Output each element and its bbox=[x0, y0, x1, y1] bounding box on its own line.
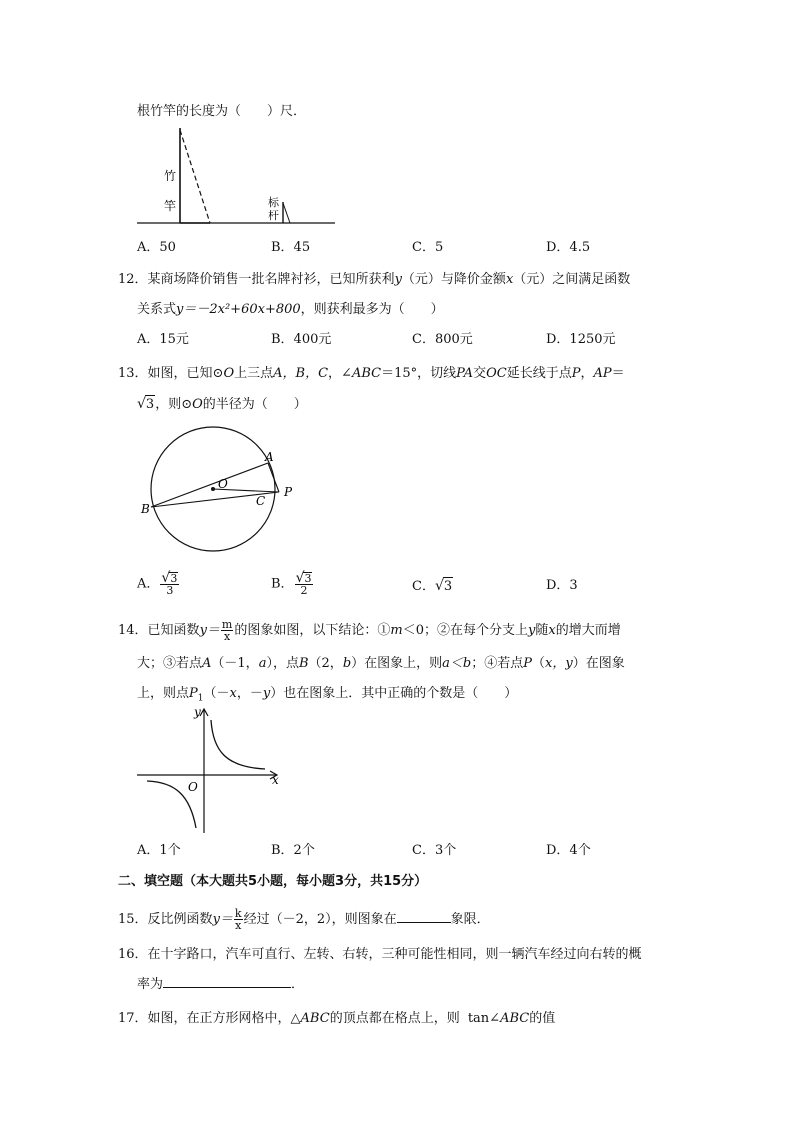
q14-label-x: x bbox=[272, 773, 279, 787]
q12-text-a: 某商场降价销售一批名牌衬衫，已知所获利 bbox=[147, 272, 395, 287]
q13-label-b: B bbox=[141, 502, 150, 516]
q14-b: b bbox=[342, 656, 352, 671]
q13-t8: ＝ bbox=[611, 366, 625, 381]
q13-number: 13． bbox=[118, 366, 148, 381]
q14-t15: （－ bbox=[203, 686, 230, 701]
q14-option-c: C．3个 bbox=[412, 843, 457, 858]
q16-line-1 bbox=[118, 946, 642, 964]
q13-pa: PA bbox=[456, 366, 474, 381]
q12-number: 12． bbox=[118, 272, 148, 287]
q11-label-rod-2: 杆 bbox=[268, 209, 279, 222]
q12-option-d: D．1250元 bbox=[546, 332, 616, 347]
q13-opt-b-num: 3 bbox=[304, 572, 312, 585]
q14-t11: ；④若点 bbox=[471, 656, 524, 671]
q13-option-a: A． $\frac{√3}{3}$ bbox=[137, 570, 178, 597]
q13-opt-b-label: B． bbox=[271, 576, 294, 592]
q13-label-p: P bbox=[284, 485, 293, 499]
q12-equation: y＝－2x²+60x+800 bbox=[176, 302, 301, 317]
q13-option-b: B． $\frac{√3}{2}$ bbox=[271, 570, 312, 597]
q11-label-rod-1: 标 bbox=[268, 196, 279, 209]
q12-text-e: ，则获利最多为（ ） bbox=[300, 302, 444, 317]
q14-m: m bbox=[390, 623, 403, 638]
q13-t1: 如图，已知⊙ bbox=[147, 366, 224, 381]
q13-t6: 延长线于点 bbox=[506, 366, 572, 381]
q13-line-2: √3，则⊙O的半径为（ ） bbox=[137, 396, 307, 412]
q14-xy: x，y bbox=[545, 656, 573, 671]
q12-var-y: y bbox=[394, 272, 402, 287]
q13-label-a: A bbox=[265, 450, 274, 464]
q16-line-2 bbox=[137, 976, 304, 994]
q13-t5: 交 bbox=[473, 366, 487, 381]
q14-t17: ）也在图象上．其中正确的个数是（ ） bbox=[270, 686, 518, 701]
q14-t7: （－1， bbox=[211, 656, 259, 671]
q14-P1: P bbox=[189, 686, 198, 701]
q17-line-1 bbox=[118, 1010, 555, 1028]
q13-option-c: C．√3 bbox=[412, 578, 453, 594]
q13-sqrt-value: 3 bbox=[145, 397, 155, 412]
q13-points: A，B，C bbox=[273, 366, 329, 381]
q14-number: 14． bbox=[118, 623, 148, 638]
q11-option-b: B．45 bbox=[271, 240, 311, 255]
q14-t3: ＜0；②在每个分支上 bbox=[402, 623, 528, 638]
section-heading: 二、填空题（本大题共5小题，每小题3分，共15分） bbox=[118, 874, 428, 889]
q13-abc: ABC bbox=[351, 366, 382, 381]
q15-answer-blank[interactable] bbox=[397, 922, 451, 923]
q11-option-a: A．50 bbox=[137, 240, 176, 255]
q13-opt-c-label: C． bbox=[412, 579, 435, 594]
q14-cmp: a＜b bbox=[442, 656, 472, 671]
q13-t2: 上三点 bbox=[234, 366, 274, 381]
q14-t13: ）在图象 bbox=[572, 656, 625, 671]
q14-t8: ），点 bbox=[266, 656, 299, 671]
q17-t1: 如图，在正方形网格中，△ bbox=[147, 1011, 301, 1026]
q15-number: 15． bbox=[118, 912, 148, 927]
q13-label-c: C bbox=[256, 494, 266, 508]
q15-frac-den: x bbox=[235, 919, 242, 932]
q14-t16: ，－ bbox=[236, 686, 263, 701]
q13-opt-b-den: 2 bbox=[300, 584, 308, 597]
q14-x: x bbox=[548, 623, 556, 638]
q13-p: P bbox=[571, 366, 581, 381]
q14-option-a: A．1个 bbox=[137, 843, 181, 858]
q14-option-d: D．4个 bbox=[546, 843, 591, 858]
q14-y: y＝ bbox=[199, 623, 220, 638]
q13-opt-a-num: 3 bbox=[170, 572, 178, 585]
q16-t2: 率为 bbox=[137, 977, 164, 992]
q12-text-b: （元）与降价金额 bbox=[401, 272, 506, 287]
q13-opt-a-label: A． bbox=[137, 576, 160, 592]
q15-t3: 象限． bbox=[450, 912, 490, 927]
q14-A: A bbox=[202, 656, 212, 671]
q16-number: 16． bbox=[118, 947, 148, 962]
q17-abc: ABC bbox=[300, 1011, 330, 1026]
q12-option-a: A．15元 bbox=[137, 332, 189, 347]
q13-t10: 的半径为（ ） bbox=[202, 397, 307, 412]
q13-ap: AP bbox=[593, 366, 612, 381]
q14-P: P bbox=[523, 656, 532, 671]
q14-t5: 的增大而增 bbox=[555, 623, 621, 638]
q16-t3: ． bbox=[291, 977, 305, 992]
q13-o2: O bbox=[192, 397, 203, 412]
q17-t3: 的值 bbox=[529, 1011, 556, 1026]
q13-label-o: O bbox=[218, 477, 228, 491]
q12-option-c: C．800元 bbox=[412, 332, 473, 347]
q14-option-b: B．2个 bbox=[271, 843, 315, 858]
q14-t14: 上，则点 bbox=[137, 686, 190, 701]
q13-oc: OC bbox=[486, 366, 507, 381]
q11-question-tail: 根竹竿的长度为（ ）尺． bbox=[137, 104, 307, 119]
q14-frac-num: m bbox=[221, 618, 233, 631]
q14-y2: y bbox=[262, 686, 271, 701]
q14-t9: （2， bbox=[308, 656, 343, 671]
q13-t7: ， bbox=[580, 366, 594, 381]
q11-label-pole-2: 竿 bbox=[164, 199, 177, 213]
q14-t10: ）在图象上，则 bbox=[351, 656, 443, 671]
q14-sub: 1 bbox=[197, 693, 204, 704]
q12-var-x: x bbox=[505, 272, 514, 287]
q14-t6: 大；③若点 bbox=[137, 656, 203, 671]
q14-yv: y bbox=[527, 623, 536, 638]
q16-answer-blank[interactable] bbox=[163, 987, 291, 988]
q17-t2: 的顶点都在格点上，则 tan∠ bbox=[329, 1011, 501, 1026]
q14-B: B bbox=[298, 656, 309, 671]
q14-x2: x bbox=[229, 686, 237, 701]
q17-number: 17． bbox=[118, 1011, 148, 1026]
q13-option-d: D．3 bbox=[546, 578, 578, 593]
q13-opt-a-den: 3 bbox=[166, 584, 174, 597]
q14-frac-den: x bbox=[224, 630, 231, 643]
q13-opt-c-value: 3 bbox=[443, 579, 453, 594]
q16-t1: 在十字路口，汽车可直行、左转、右转，三种可能性相同，则一辆汽车经过向右转的概 bbox=[147, 947, 642, 962]
q14-a: a bbox=[258, 656, 267, 671]
q11-option-c: C．5 bbox=[412, 240, 444, 255]
q15-t2: 经过（－2，2），则图象在 bbox=[243, 912, 397, 927]
q15-line bbox=[118, 908, 490, 931]
q15-t1: 反比例函数 bbox=[147, 912, 213, 927]
q14-label-o: O bbox=[188, 780, 198, 794]
q11-option-d: D．4.5 bbox=[546, 240, 591, 255]
q13-t3: ，∠ bbox=[328, 366, 352, 381]
q12-text-d: 关系式 bbox=[137, 302, 177, 317]
q17-abc2: ABC bbox=[500, 1011, 530, 1026]
q13-o1: O bbox=[223, 366, 235, 381]
q13-t4: ＝15°，切线 bbox=[381, 366, 457, 381]
q11-label-pole-1: 竹 bbox=[164, 169, 177, 183]
q15-frac-num: k bbox=[234, 907, 242, 920]
q13-t9: ，则⊙ bbox=[155, 397, 193, 412]
q14-t2: 的图象如图，以下结论：① bbox=[234, 623, 391, 638]
q14-t4: 随 bbox=[535, 623, 549, 638]
q12-text-c: （元）之间满足函数 bbox=[513, 272, 631, 287]
q14-t1: 已知函数 bbox=[147, 623, 200, 638]
q12-option-b: B．400元 bbox=[271, 332, 332, 347]
q14-label-y: y bbox=[194, 705, 201, 719]
q14-curve-first-quadrant bbox=[211, 720, 265, 769]
q14-t12: （ bbox=[532, 656, 546, 671]
q15-y: y＝ bbox=[212, 912, 233, 927]
